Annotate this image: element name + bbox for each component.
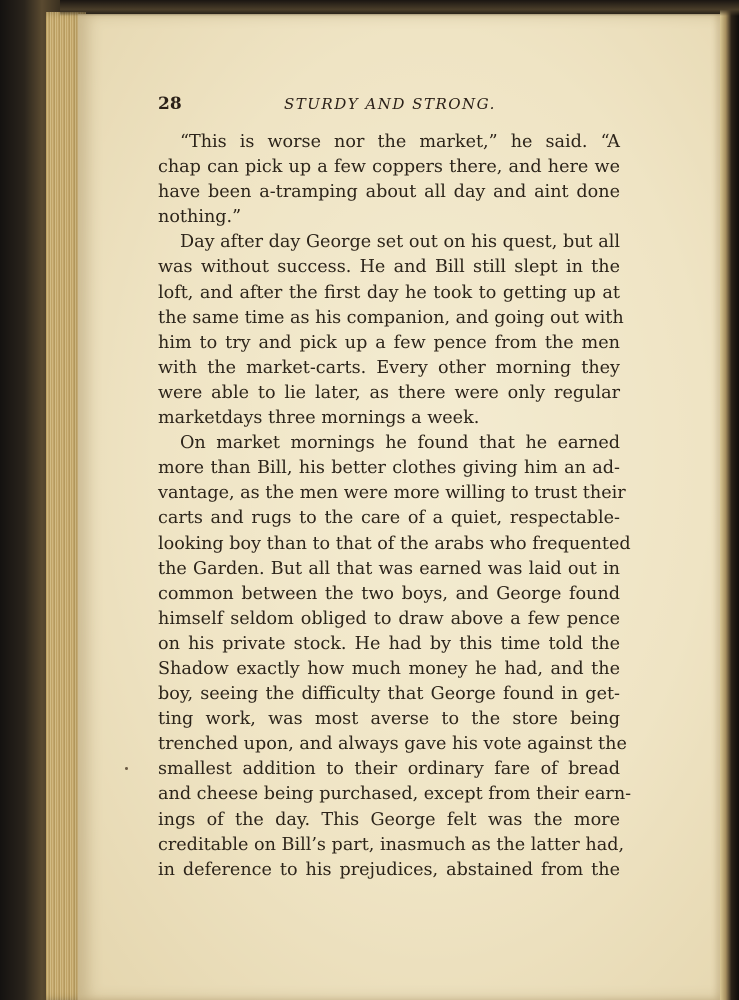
text-line: chap can pick up a few coppers there, and here we <box>158 157 620 178</box>
text-line: with the market-carts. Every other morning they <box>158 357 620 378</box>
text-line: marketdays three mornings a week. <box>158 408 480 429</box>
text-line: ting work, was most averse to the store being <box>158 709 620 730</box>
text-line: Shadow exactly how much money he had, and the <box>158 658 620 679</box>
text-line: Day after day George set out on his quest, but all <box>180 232 620 253</box>
text-line: carts and rugs to the care of a quiet, respectable- <box>158 508 620 529</box>
text-line: nothing.” <box>158 207 242 228</box>
text-line: smallest addition to their ordinary fare of bread <box>158 759 620 780</box>
text-line: common between the two boys, and George found <box>158 583 620 604</box>
text-line: was without success. He and Bill still slept in the <box>158 257 620 278</box>
text-line: “This is worse nor the market,” he said. “A <box>180 132 620 152</box>
running-title: STURDY AND STRONG. <box>284 95 496 113</box>
text-line: creditable on Bill’s part, inasmuch as the latter had, <box>158 834 625 855</box>
text-line: him to try and pick up a few pence from the men <box>158 332 620 353</box>
margin-dot <box>125 767 128 770</box>
text-line: have been a-tramping about all day and aint done <box>158 182 620 203</box>
top-shadow <box>60 0 739 16</box>
text-line: the Garden. But all that was earned was laid out in <box>158 558 620 579</box>
text-line: more than Bill, his better clothes giving him an ad- <box>158 458 620 479</box>
text-line: On market mornings he found that he earned <box>180 433 620 454</box>
body-text <box>158 130 632 883</box>
page-header <box>158 94 620 118</box>
text-line: on his private stock. He had by this time told the <box>158 633 620 654</box>
book-cover-right <box>720 0 739 1000</box>
text-line: and cheese being purchased, except from their earn- <box>158 784 632 805</box>
text-line: looking boy than to that of the arabs who frequented <box>158 533 631 554</box>
page-number: 28 <box>158 94 182 114</box>
text-line: vantage, as the men were more willing to trust their <box>158 483 626 504</box>
text-line: the same time as his companion, and going out with <box>158 307 624 328</box>
text-line: loft, and after the first day he took to getting up at <box>158 282 620 303</box>
text-line: trenched upon, and always gave his vote against the <box>158 734 627 755</box>
text-line: ings of the day. This George felt was the more <box>158 809 620 830</box>
text-line: were able to lie later, as there were only regular <box>158 382 620 403</box>
text-line: boy, seeing the difficulty that George found in get- <box>158 684 620 705</box>
text-line: in deference to his prejudices, abstained from the <box>158 859 620 880</box>
text-line: himself seldom obliged to draw above a few pence <box>158 608 620 629</box>
